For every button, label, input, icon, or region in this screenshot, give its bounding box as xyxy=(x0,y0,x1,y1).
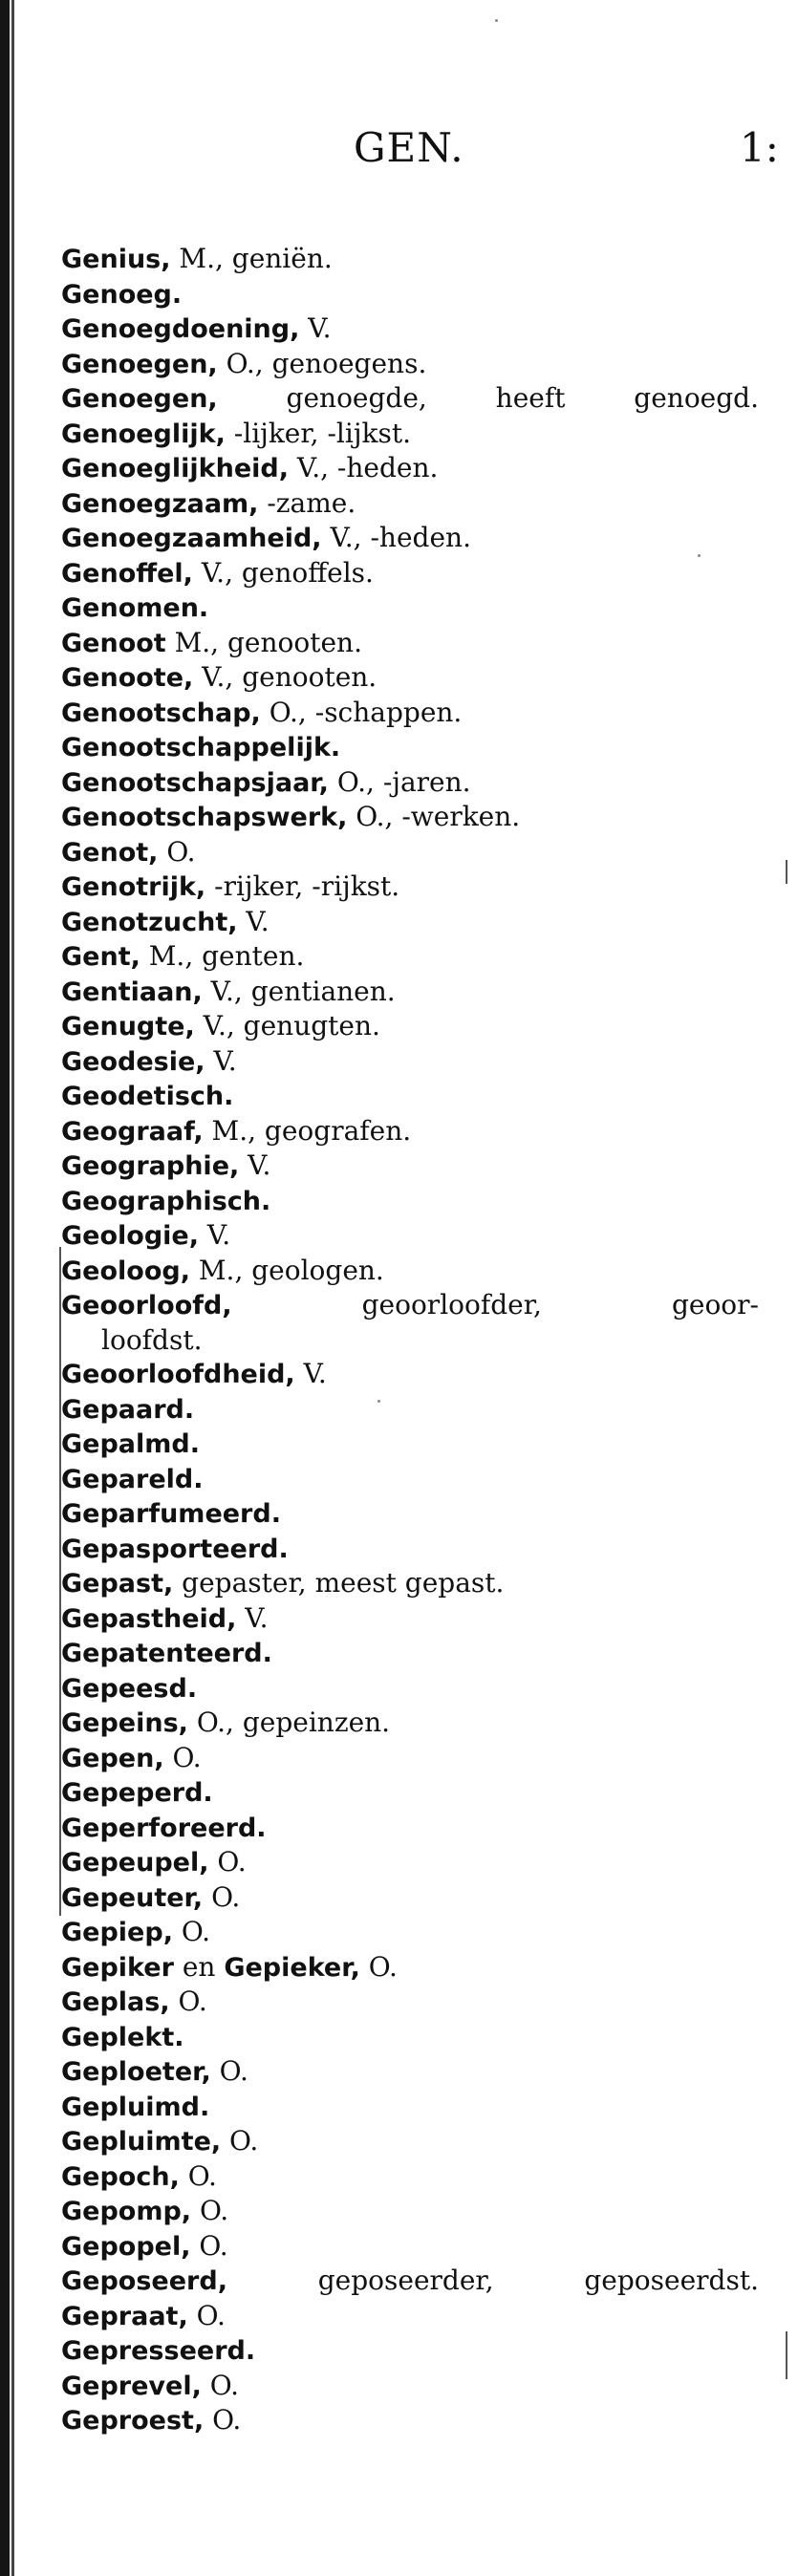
entry-definition: -zame. xyxy=(258,486,356,519)
entry-headword: Gepluimd. xyxy=(61,2092,210,2122)
entry-headword: Gepomp, xyxy=(61,2197,192,2226)
entry-headword: Gepeperd. xyxy=(61,1778,213,1808)
dictionary-entry xyxy=(61,975,759,1010)
dictionary-entry xyxy=(61,2054,759,2090)
entry-headword: Gent, xyxy=(61,942,140,972)
dictionary-entry xyxy=(61,1601,759,1637)
entry-definition: O. xyxy=(204,2404,242,2436)
dictionary-entry xyxy=(61,2369,759,2404)
entry-headword: Geoorloofd, xyxy=(61,1291,232,1320)
entry-definition: M., geniën. xyxy=(170,243,333,274)
entry-headword: Genootschapswerk, xyxy=(61,803,348,832)
dictionary-entry xyxy=(61,381,759,417)
dictionary-entry xyxy=(61,1775,759,1811)
dictionary-entry xyxy=(61,1392,759,1428)
dictionary-entry xyxy=(61,2299,759,2334)
dictionary-entry xyxy=(61,2403,759,2438)
entry-definition: V., genoffels. xyxy=(192,556,374,589)
paper-speck xyxy=(698,554,701,557)
entry-definition: O. xyxy=(210,2055,248,2087)
entry-headword: Genoote, xyxy=(61,663,194,693)
dictionary-entry xyxy=(61,347,759,382)
entry-headword: Geographisch. xyxy=(61,1186,271,1216)
entry-definition: V. xyxy=(239,1149,271,1181)
entry-headword: Gepastheid, xyxy=(61,1603,237,1634)
entry-headword: Genugte, xyxy=(61,1012,195,1041)
entry-definition: en xyxy=(173,1950,225,1983)
entry-headword: Geograaf, xyxy=(61,1116,204,1147)
entry-headword: Genotzucht, xyxy=(61,907,238,937)
entry-definition: V., -heden. xyxy=(321,522,471,553)
dictionary-entry xyxy=(61,451,759,486)
entry-headword: Genootschapsjaar, xyxy=(61,767,329,798)
dictionary-entry xyxy=(61,1915,759,1950)
entry-headword: Gepeesd. xyxy=(61,1673,198,1704)
entry-definition: M., geografen. xyxy=(203,1114,412,1147)
entry-definition: V. xyxy=(205,1044,237,1077)
entry-headword: Genoegzaamheid, xyxy=(61,524,322,553)
entry-definition: V., genugten. xyxy=(194,1010,380,1041)
entry-headword: Gepasporteerd. xyxy=(61,1534,289,1564)
dictionary-entry xyxy=(61,660,759,696)
entry-definition: gepaster, meest gepast. xyxy=(173,1567,505,1599)
margin-rule xyxy=(59,1247,61,1916)
entry-headword: Geologie, xyxy=(61,1221,199,1251)
entry-definition: O., genoegens. xyxy=(217,347,427,379)
dictionary-entry xyxy=(61,1288,759,1323)
entry-definition: M., genooten. xyxy=(165,626,362,658)
dictionary-entry xyxy=(61,1009,759,1044)
entry-headword: Geographie, xyxy=(61,1151,240,1181)
entry-headword: Genoffel, xyxy=(61,558,193,589)
dictionary-entry xyxy=(61,1079,759,1114)
entry-definition: V. xyxy=(299,312,332,344)
dictionary-entry xyxy=(61,730,759,765)
dictionary-entry xyxy=(61,1532,759,1567)
entry-headword: Gepatenteerd. xyxy=(61,1639,272,1668)
entry-headword: Gepareld. xyxy=(61,1464,204,1494)
dictionary-entry xyxy=(61,417,759,452)
dictionary-entry xyxy=(61,590,759,626)
entry-headword: Gepoch, xyxy=(61,2161,180,2192)
entry-headword: Geploeter, xyxy=(61,2057,211,2087)
dictionary-entry xyxy=(61,869,759,905)
entry-definition: V., genooten. xyxy=(193,661,377,693)
entry-definition: -rijker, -rijkst. xyxy=(205,870,400,902)
dictionary-entry xyxy=(61,765,759,801)
book-spine-edge xyxy=(0,0,10,2576)
entry-headword: Geoorloofdheid, xyxy=(61,1360,295,1389)
dictionary-entry xyxy=(61,1741,759,1776)
entry-headword: Gepalmd. xyxy=(61,1429,200,1459)
entry-headword: Geperforeerd. xyxy=(61,1813,267,1843)
entry-definition: O. xyxy=(190,2229,228,2262)
entry-headword: Gepeupel, xyxy=(61,1848,209,1878)
dictionary-entry xyxy=(61,1950,759,1986)
entry-headword: Genomen. xyxy=(61,593,209,623)
entry-headword: Gepiker xyxy=(61,1952,174,1983)
dictionary-entry xyxy=(61,2090,759,2125)
dictionary-entry xyxy=(61,1427,759,1462)
entry-definition: V. xyxy=(294,1358,327,1389)
dictionary-entry xyxy=(61,1845,759,1880)
entry-headword: Genot, xyxy=(61,837,159,868)
entry-headword: Genoegdoening, xyxy=(61,314,300,344)
entry-headword: Genoeglijkheid, xyxy=(61,454,289,483)
dictionary-entry xyxy=(61,1671,759,1707)
dictionary-entry xyxy=(61,486,759,522)
entry-headword: Gepraat, xyxy=(61,2301,188,2331)
entry-definition: O. xyxy=(208,1846,247,1878)
dictionary-entry xyxy=(61,242,759,277)
dictionary-entry xyxy=(61,1323,759,1358)
entry-headword: Gepopel, xyxy=(61,2231,191,2262)
entry-headword: Genotrijk, xyxy=(61,872,206,902)
entry-headword: Gepresseerd. xyxy=(61,2336,256,2366)
entry-definition: O. xyxy=(201,2369,239,2401)
entry-definition: O., -werken. xyxy=(347,801,521,832)
dictionary-entry xyxy=(61,1566,759,1601)
dictionary-entry xyxy=(61,1811,759,1846)
entry-headword: Gepeins, xyxy=(61,1708,188,1738)
entry-headword: Geproest, xyxy=(61,2406,205,2436)
paper-speck xyxy=(377,1400,380,1403)
entry-definition: O. xyxy=(158,835,196,868)
dictionary-entry xyxy=(61,277,759,312)
dictionary-entry xyxy=(61,1496,759,1532)
entry-headword: Genoot xyxy=(61,628,166,658)
dictionary-entry xyxy=(61,1985,759,2020)
entry-definition: O. xyxy=(163,1741,202,1773)
page-title: GEN. xyxy=(354,124,464,171)
entry-definition: geposeerder, geposeerdst. xyxy=(226,2265,759,2296)
dictionary-entry xyxy=(61,2194,759,2229)
entry-definition: V. xyxy=(237,905,270,937)
dictionary-entry xyxy=(61,1148,759,1184)
entry-definition: O., -schappen. xyxy=(260,696,463,728)
entry-definition: geoorloofder, geoor- xyxy=(231,1289,759,1320)
entry-headword: Gepen, xyxy=(61,1743,164,1773)
entry-definition: O. xyxy=(179,2159,217,2192)
dictionary-entry xyxy=(61,556,759,591)
dictionary-entry xyxy=(61,1880,759,1916)
dictionary-entry xyxy=(61,835,759,870)
dictionary-entry xyxy=(61,696,759,731)
entry-headword: Gepast, xyxy=(61,1569,174,1599)
paper-speck xyxy=(495,19,498,22)
entry-definition: genoegde, heeft genoegd. xyxy=(217,382,759,414)
entry-definition: O. xyxy=(172,1916,211,1947)
dictionary-entry xyxy=(61,1254,759,1289)
dictionary-entry-list xyxy=(61,242,759,2438)
page-header xyxy=(0,124,798,182)
entry-headword: Gepluimte, xyxy=(61,2127,222,2157)
entry-headword: Genoegen, xyxy=(61,349,218,379)
entry-headword: Geplas, xyxy=(61,1987,170,2017)
entry-headword: Geodetisch. xyxy=(61,1082,234,1111)
entry-definition: O. xyxy=(169,1986,207,2017)
entry-definition: O. xyxy=(203,1880,241,1913)
entry-definition: O. xyxy=(359,1950,398,1983)
dictionary-entry xyxy=(61,1218,759,1254)
entry-definition: -lijker, -lijkst. xyxy=(225,417,412,449)
dictionary-entry xyxy=(61,1462,759,1497)
entry-headword: Gepiep, xyxy=(61,1918,173,1947)
entry-headword: Genoeg. xyxy=(61,279,183,310)
book-spine-shadow xyxy=(11,0,14,2576)
entry-definition: V., gentianen. xyxy=(202,975,396,1007)
dictionary-entry xyxy=(61,1184,759,1219)
entry-headword: Genoegzaam, xyxy=(61,488,259,519)
entry-headword: Genootschappelijk. xyxy=(61,733,341,762)
dictionary-entry xyxy=(61,1114,759,1149)
entry-definition: V. xyxy=(236,1601,269,1634)
dictionary-entry xyxy=(61,626,759,661)
dictionary-entry xyxy=(61,2020,759,2055)
right-margin-rule xyxy=(786,860,787,884)
entry-headword: Gentiaan, xyxy=(61,977,203,1007)
dictionary-entry xyxy=(61,1044,759,1080)
dictionary-entry xyxy=(61,2159,759,2195)
entry-headword-variant: Gepieker, xyxy=(224,1952,360,1983)
entry-headword: Geposeerd, xyxy=(61,2266,227,2296)
entry-headword: Geplekt. xyxy=(61,2022,184,2052)
dictionary-entry xyxy=(61,521,759,556)
entry-definition: V. xyxy=(198,1219,231,1251)
dictionary-entry xyxy=(61,2264,759,2299)
dictionary-entry xyxy=(61,800,759,835)
dictionary-entry xyxy=(61,2124,759,2159)
entry-definition: O., -jaren. xyxy=(328,765,471,798)
dictionary-entry xyxy=(61,905,759,940)
entry-headword: Genoeglijk, xyxy=(61,419,226,449)
dictionary-entry xyxy=(61,1706,759,1741)
entry-headword: Genoegen, xyxy=(61,384,218,414)
entry-headword: Genootschap, xyxy=(61,698,261,728)
entry-definition: loofdst. xyxy=(101,1323,203,1356)
page-number: 1: xyxy=(740,124,779,171)
entry-definition: V., -heden. xyxy=(288,452,439,483)
entry-headword: Geoloog, xyxy=(61,1256,190,1286)
entry-headword: Geprevel, xyxy=(61,2371,202,2401)
dictionary-entry xyxy=(61,311,759,347)
entry-definition: O. xyxy=(191,2195,229,2226)
entry-definition: M., geologen. xyxy=(189,1254,384,1286)
dictionary-entry xyxy=(61,939,759,975)
entry-headword: Geodesie, xyxy=(61,1046,205,1077)
entry-headword: Gepeuter, xyxy=(61,1882,204,1913)
entry-definition: O. xyxy=(221,2125,259,2157)
right-margin-rule xyxy=(786,2331,787,2379)
entry-definition: O., gepeinzen. xyxy=(187,1707,391,1738)
dictionary-entry xyxy=(61,1357,759,1392)
dictionary-entry xyxy=(61,2333,759,2369)
entry-definition: O. xyxy=(187,2299,226,2331)
dictionary-entry xyxy=(61,2229,759,2265)
entry-headword: Gepaard. xyxy=(61,1394,195,1425)
entry-headword: Genius, xyxy=(61,245,171,274)
entry-definition: M., genten. xyxy=(140,940,305,972)
entry-headword: Geparfumeerd. xyxy=(61,1499,281,1529)
dictionary-entry xyxy=(61,1636,759,1671)
